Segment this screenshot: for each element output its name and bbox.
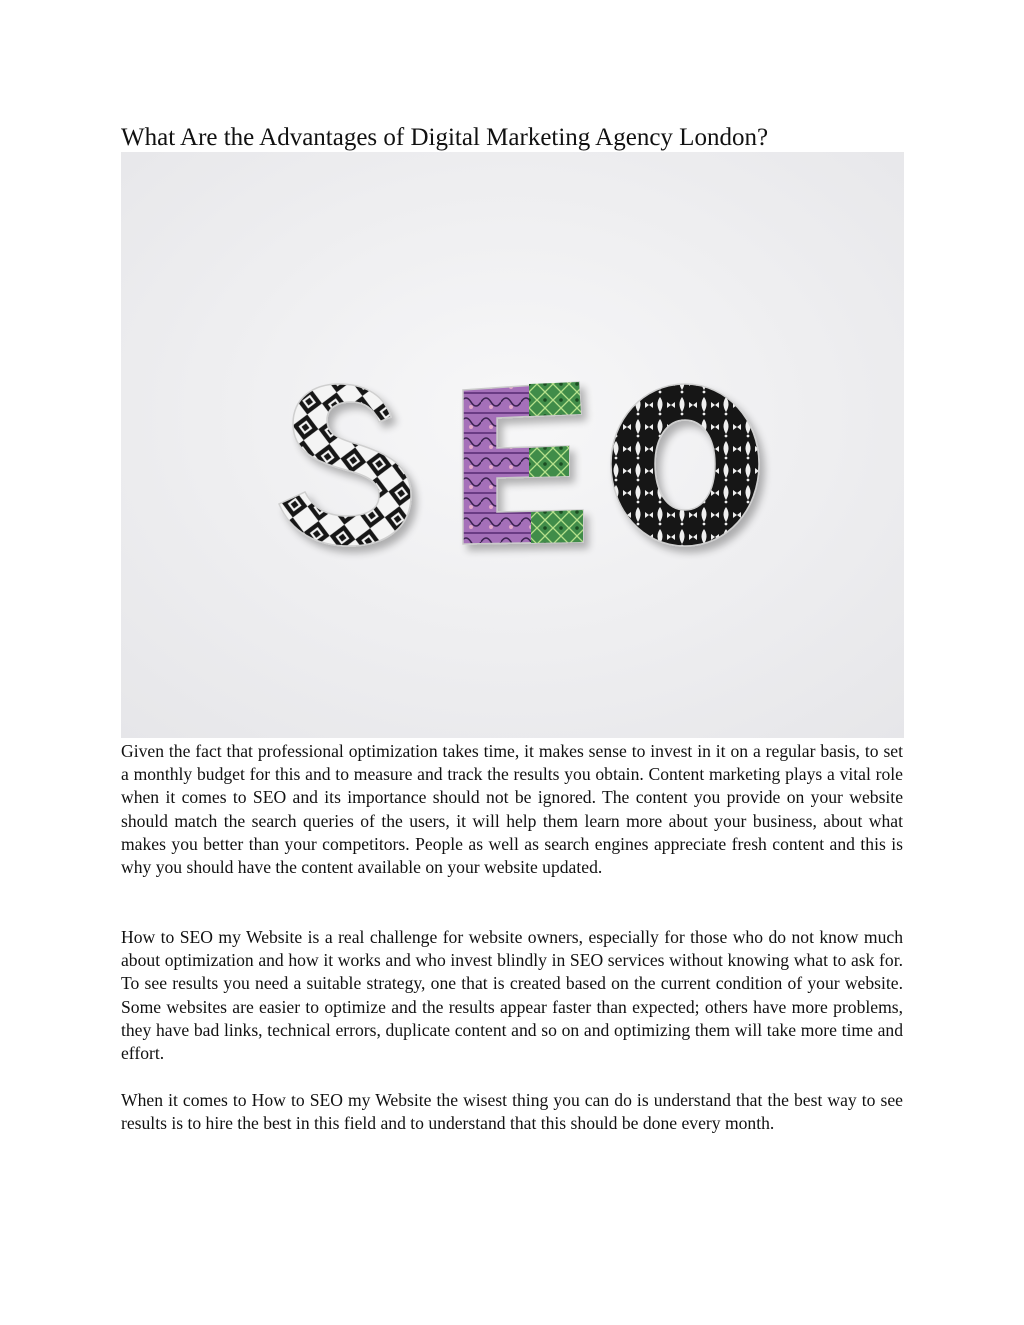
paragraph-3: When it comes to How to SEO my Website the wisest thing you can do is understand that the best way to see results is to hire the best in this field and to understand that this should be done every month.: [121, 1090, 903, 1134]
page-title: What Are the Advantages of Digital Marketing Agency London?: [121, 124, 769, 151]
seo-letters-photo: [121, 152, 904, 738]
photo-backdrop: [121, 152, 904, 738]
paragraph-2: How to SEO my Website is a real challenge for website owners, especially for those who do not know much about optimization and how it works and who invest blindly in SEO services without knowing what to ask for. To see results you need a suitable strategy, one that is created based on the current condition of your website. Some websites are easier to optimize and the results appear faster than expected; others have more problems, they have bad links, technical errors, duplicate content and so on and optimizing them will take more time and effort.: [121, 927, 903, 1064]
paragraph-1: Given the fact that professional optimization takes time, it makes sense to invest in it on a regular basis, to set a monthly budget for this and to measure and track the results you obtain. Content marketing plays a vital role when it comes to SEO and its importance should not be ignored. The content you provide on your website should match the search queries of the users, it will help them learn more about your business, about what makes you better than your competitors. People as well as search engines appreciate fresh content and this is why you should have the content available on your website updated.: [121, 741, 903, 878]
letter-e-shape: [463, 382, 583, 544]
